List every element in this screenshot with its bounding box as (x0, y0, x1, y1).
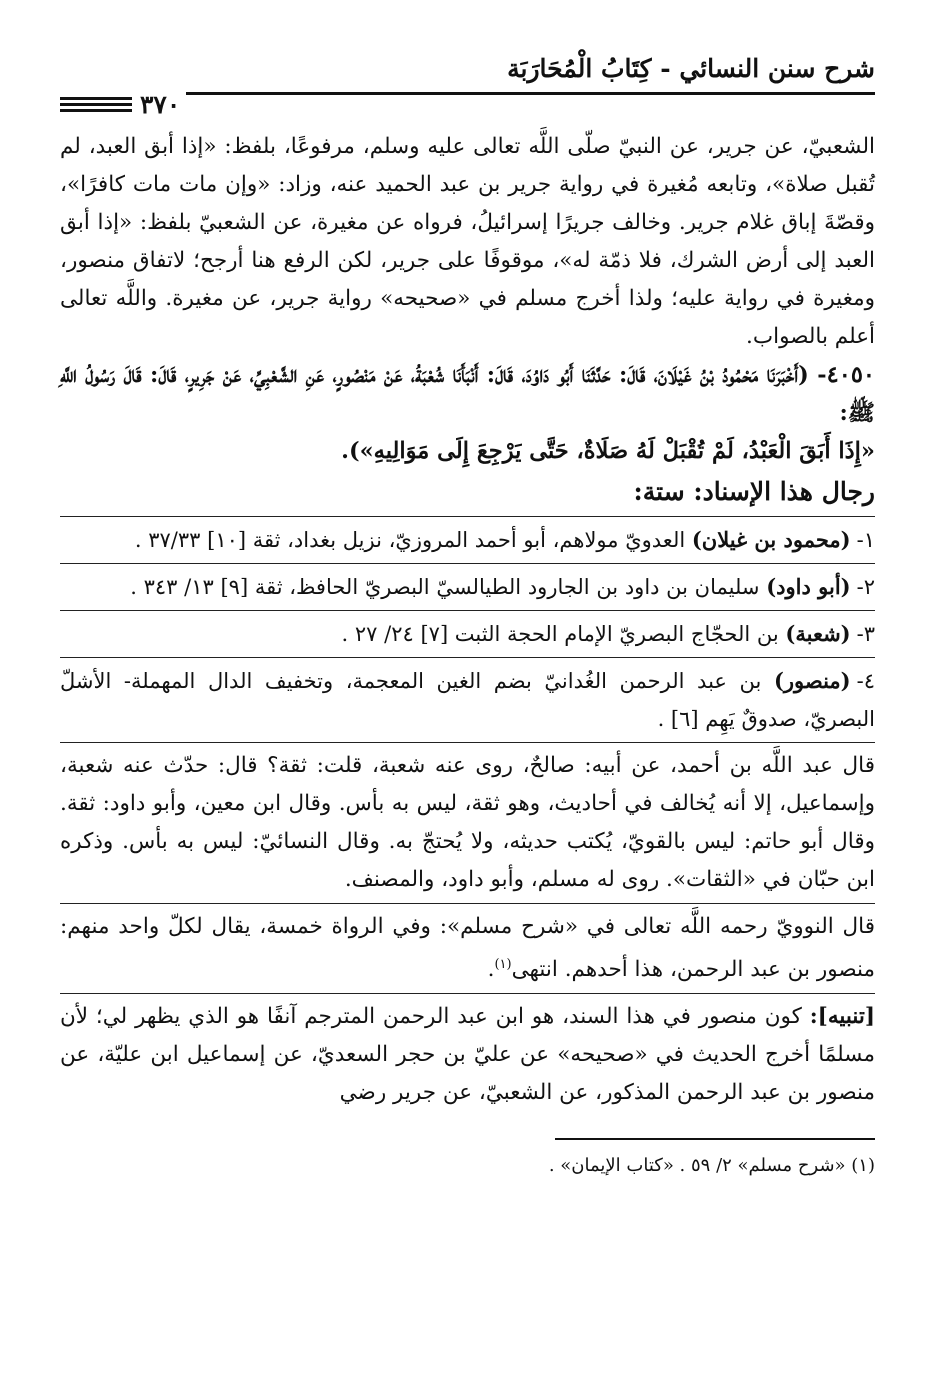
narrator-entry (60, 521, 875, 559)
page (60, 40, 875, 1360)
paragraph-text: قال النوويّ رحمه اللَّه تعالى في «شرح مسلم»: وفي الرواة خمسة، يقال لكلّ واحد منهم: منصور بن عبد الرحمن، هذا أحدهم. انتهى (60, 914, 875, 983)
narrator-text: بن عبد الرحمن الغُدانيّ بضم الغين المعجمة، وتخفيف الدال المهملة- الأشلّ البصريّ، صدوقٌ يَهِم [٦] . (60, 669, 875, 731)
divider (60, 563, 875, 564)
narrator-entry (60, 568, 875, 606)
narrator-name: (محمود بن غيلان) (691, 527, 851, 552)
narrator-name: (أبو داود) (766, 574, 851, 599)
footnote: (١) «شرح مسلم» ٢/ ٥٩ . «كتاب الإيمان» . (548, 1155, 875, 1177)
divider (60, 903, 875, 904)
paragraph: قال عبد اللَّه بن أحمد، عن أبيه: صالحٌ، روى عنه شعبة، قلت: ثقة؟ قال: حدّث عنه شعبة، وإسماعيل، إلا أنه يُخالف في أحاديث، وهو ثقة، ليس به بأس. وقال ابن معين، وأبو داود: ثقة. وقال أبو حاتم: ليس بالقويّ، يُكتب حديثه، ولا يُحتجّ به. وقال النسائيّ: ليس به بأس. وذكره ابن حبّان في «الثقات». روى له مسلم، وأبو داود، والمصنف. (60, 753, 875, 892)
hadith-matn: «إِذَا أَبَقَ الْعَبْدُ، لَمْ تُقْبَلْ لَهُ صَلَاةٌ، حَتَّى يَرْجِعَ إِلَى مَوَالِيهِ»). (341, 438, 875, 464)
page-number: ٣٧٠ (140, 90, 181, 119)
page-number-box (60, 90, 186, 119)
tanbih-label: [تنبيه]: (809, 1004, 875, 1030)
narrator-name: (منصور) (773, 668, 851, 693)
narrator-text: سليمان بن داود بن الجارود الطيالسيّ البصريّ الحافظ، ثقة [٩] ١٣/ ٣٤٣ . (130, 575, 760, 599)
divider (60, 993, 875, 994)
narrator-text: العدويّ مولاهم، أبو أحمد المروزيّ، نزيل بغداد، ثقة [١٠] ٣٧/٣٣ . (134, 528, 686, 552)
narrator-number: ١- (856, 528, 875, 552)
page-body (60, 128, 875, 1182)
footnote-marker: (١) (494, 957, 512, 972)
narrator-number: ٣- (856, 622, 875, 646)
narrator-entry (60, 615, 875, 653)
page-number-ornament (60, 97, 132, 112)
tanbih-paragraph (60, 998, 875, 1112)
running-title: شرح سنن النسائي - كِتَابُ الْمُحَارَبَة (507, 54, 875, 83)
narrator-number: ٢- (856, 575, 875, 599)
footnote-separator (555, 1138, 875, 1140)
divider (60, 657, 875, 658)
narrator-name: (شعبة) (785, 621, 851, 646)
divider (60, 516, 875, 517)
hadith-isnad: ٤٠٥٠- (أَخْبَرَنَا مَحْمُودُ بْنُ غَيْلَانَ، قَالَ: حَدَّثَنَا أَبُو دَاوُدَ، قَالَ: أَنْبَأَنَا شُعْبَةُ، عَنْ مَنْصُورٍ، عَنِ الشَّعْبِيِّ، عَنْ جَرِيرٍ، قَالَ: قَالَ رَسُولُ اللَّهِ ﷺ: (60, 362, 875, 426)
divider (60, 610, 875, 611)
page-header (60, 40, 875, 120)
narrator-entry (60, 662, 875, 738)
narrator-text: بن الحجّاج البصريّ الإمام الحجة الثبت [٧] ٢٤/ ٢٧ . (341, 622, 779, 646)
paragraph: قال النوويّ رحمه اللَّه تعالى في «شرح مسلم»: وفي الرواة خمسة، يقال لكلّ واحد منهم: منصور بن عبد الرحمن، هذا أحدهم. انتهى$^{(١)}$. (60, 914, 875, 983)
divider (60, 742, 875, 743)
intro-paragraph: الشعبيّ، عن جرير، عن النبيّ صلّى اللَّه تعالى عليه وسلم، مرفوعًا، بلفظ: «إذا أبق العبد، لم تُقبل صلاة»، وتابعه مُغيرة في رواية جرير بن عبد الحميد عنه، وزاد: «وإن مات مات كافرًا»، وقصّةَ إباق غلام جرير. وخالف جريرًا إسرائيلُ، فرواه عن مغيرة، عن الشعبيّ بلفظ: «إذا أبق العبد إلى أرض الشرك، فلا ذمّة له»، موقوفًا على جرير، لكن الرفع هنا أرجح؛ لاتفاق منصور، ومغيرة في رواية عليه؛ ولذا أخرج مسلم في «صحيحه» رواية جرير، عن مغيرة. واللَّه تعالى أعلم بالصواب. (60, 134, 875, 349)
tanbih-text: كون منصور في هذا السند، هو ابن عبد الرحمن المترجم آنفًا هو الذي يظهر لي؛ لأن مسلمًا أخرج الحديث في «صحيحه» عن عليّ بن حجر السعديّ، عن إسماعيل ابن عليّة، عن منصور بن عبد الرحمن المذكور، عن الشعبيّ، عن جرير رضي (60, 1004, 875, 1106)
section-title: رجال هذا الإسناد: ستة: (633, 477, 875, 506)
narrator-number: ٤- (856, 669, 875, 693)
